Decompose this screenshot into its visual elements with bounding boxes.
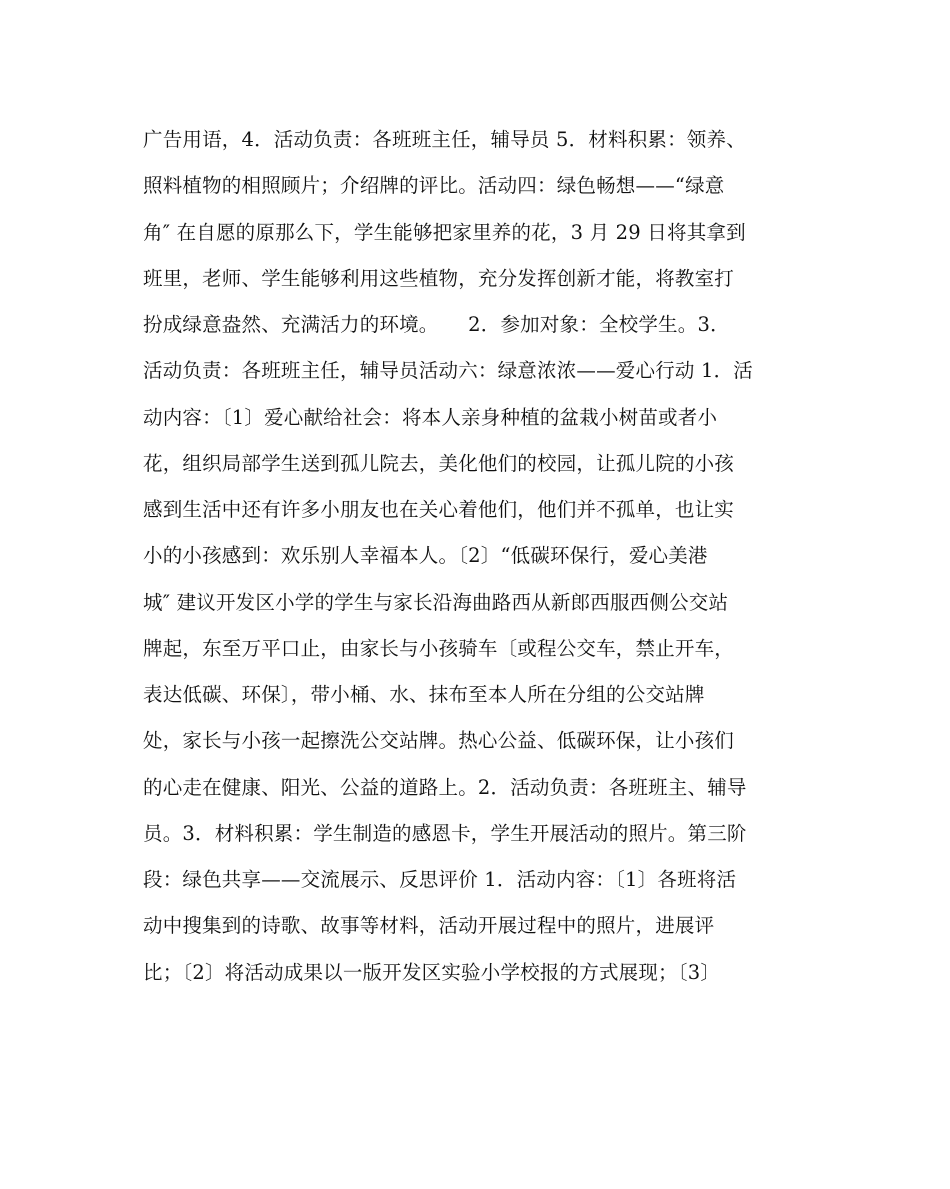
text-line: 班里，老师、学生能够利用这些植物，充分发挥创新才能，将教室打 [143, 266, 735, 290]
text-line: 活动负责：各班班主任，辅导员活动六：绿意浓浓——爱心行动 1．活 [143, 359, 754, 383]
text-line: 角″ 在自愿的原那么下，学生能够把家里养的花，3 月 29 日将其拿到 [143, 220, 746, 244]
text-line: 动内容：〔1〕爱心献给社会：将本人亲身种植的盆栽小树苗或者小 [143, 405, 718, 429]
text-line: 员。3．材料积累：学生制造的感恩卡，学生开展活动的照片。第三阶 [143, 821, 747, 845]
text-line: 感到生活中还有许多小朋友也在关心着他们，他们并不孤单，也让实 [143, 498, 735, 521]
text-line: 花，组织局部学生送到孤儿院去，美化他们的校园，让孤儿院的小孩 [143, 451, 735, 475]
text-line: 城″ 建议开发区小学的学生与家长沿海曲路西从新郎西服西侧公交站 [143, 590, 729, 614]
text-line: 牌起，东至万平口止，由家长与小孩骑车〔或程公交车，禁止开车， [143, 636, 735, 660]
text-line: 表达低碳、环保〕，带小桶、水、抹布至本人所在分组的公交站牌 [143, 683, 705, 706]
text-line: 广告用语，4．活动负责：各班班主任，辅导员 5．材料积累：领养、 [143, 128, 746, 151]
text-line: 动中搜集到的诗歌、故事等材料，活动开展过程中的照片，进展评 [143, 914, 715, 938]
text-line: 段：绿色共享——交流展示、反思评价 1．活动内容：〔1〕各班将活 [143, 868, 737, 891]
text-line: 小的小孩感到：欢乐别人幸福本人。〔2〕“低碳环保行，爱心美港 [143, 544, 708, 568]
text-line: 比；〔2〕将活动成果以一版开发区实验小学校报的方式展现；〔3〕 [143, 960, 721, 984]
text-line: 的心走在健康、阳光、公益的道路上。2．活动负责：各班班主、辅导 [143, 775, 747, 799]
text-line: 处，家长与小孩一起擦洗公交站牌。热心公益、低碳环保，让小孩们 [143, 729, 735, 753]
body-text [143, 123, 823, 1002]
text-line: 扮成绿意盎然、充满活力的环境。 2．参加对象：全校学生。3． [143, 313, 730, 336]
text-line: 照料植物的相照顾片；介绍牌的评比。活动四：绿色畅想——“绿意 [143, 174, 725, 198]
